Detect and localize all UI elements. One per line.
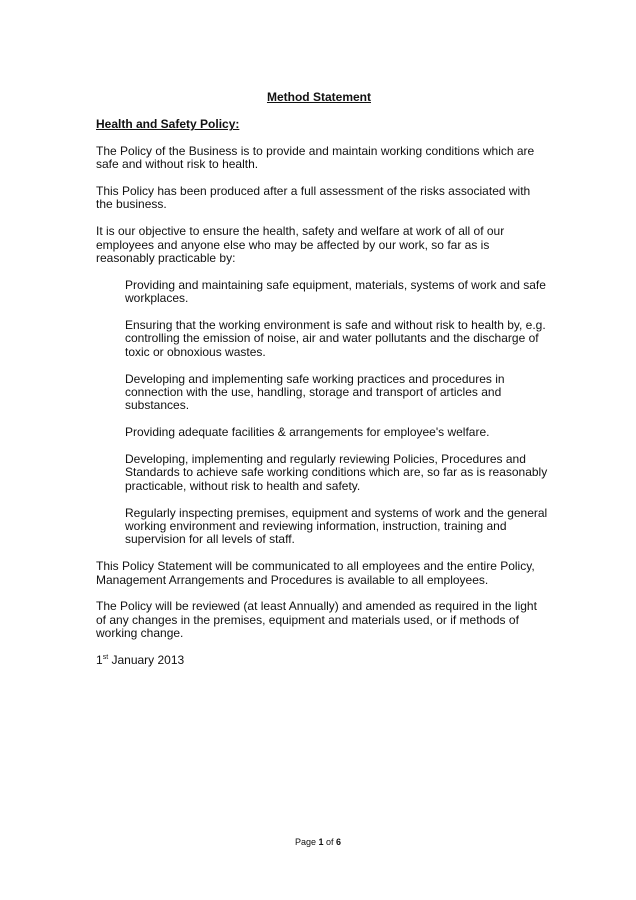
list-item: Regularly inspecting premises, equipment and systems of work and the general working environment and reviewing information, instruction, training and supervision for all levels of staff. [125, 505, 548, 547]
date-day: 1 [96, 653, 103, 668]
list-item: Developing, implementing and regularly reviewing Policies, Procedures and Standards to achieve safe working conditions which are, so far as is reasonably practicable, without risk to health and safety. [125, 452, 548, 493]
date-day-suffix: st [102, 654, 109, 662]
page-label: Page [294, 837, 319, 847]
list-item: Developing and implementing safe working practices and procedures in connection with the use, handling, storage and transport of articles and substances. [125, 371, 505, 413]
of-label: of [323, 837, 337, 847]
paragraph-policy-purpose: The Policy of the Business is to provide and maintain working conditions which are safe and without risk to health. [96, 143, 535, 172]
paragraph-objective: It is our objective to ensure the health, safety and welfare at work of all of our employees and anyone else who may be affected by our work, so far as is reasonably practicable by: [96, 224, 505, 266]
document-title: Method Statement [266, 90, 371, 104]
section-heading: Health and Safety Policy: [96, 117, 240, 132]
objectives-list [96, 279, 546, 547]
total-pages-number: 6 [336, 837, 342, 847]
date-rest: January 2013 [108, 653, 185, 668]
list-item: Providing and maintaining safe equipment, materials, systems of work and safe workplaces. [125, 277, 546, 306]
list-item: Ensuring that the working environment is safe and without risk to health by, e.g. controlling the emission of noise, air and water pollutants and the discharge of toxic or obnoxious wastes. [125, 318, 546, 359]
current-page-number: 1 [318, 837, 324, 847]
document-date [96, 654, 546, 667]
list-item: Providing adequate facilities & arrangements for employee's welfare. [125, 425, 490, 440]
paragraph-review: The Policy will be reviewed (at least Annually) and amended as required in the light of any changes in the premises, equipment and materials used, or if methods of working change. [96, 599, 537, 641]
page-footer [0, 836, 636, 849]
paragraph-communication: This Policy Statement will be communicated to all employees and the entire Policy, Management Arrangements and Procedures is available to all employees. [96, 559, 535, 587]
document-body [96, 91, 546, 681]
paragraph-risk-assessment: This Policy has been produced after a full assessment of the risks associated with the business. [96, 184, 531, 212]
